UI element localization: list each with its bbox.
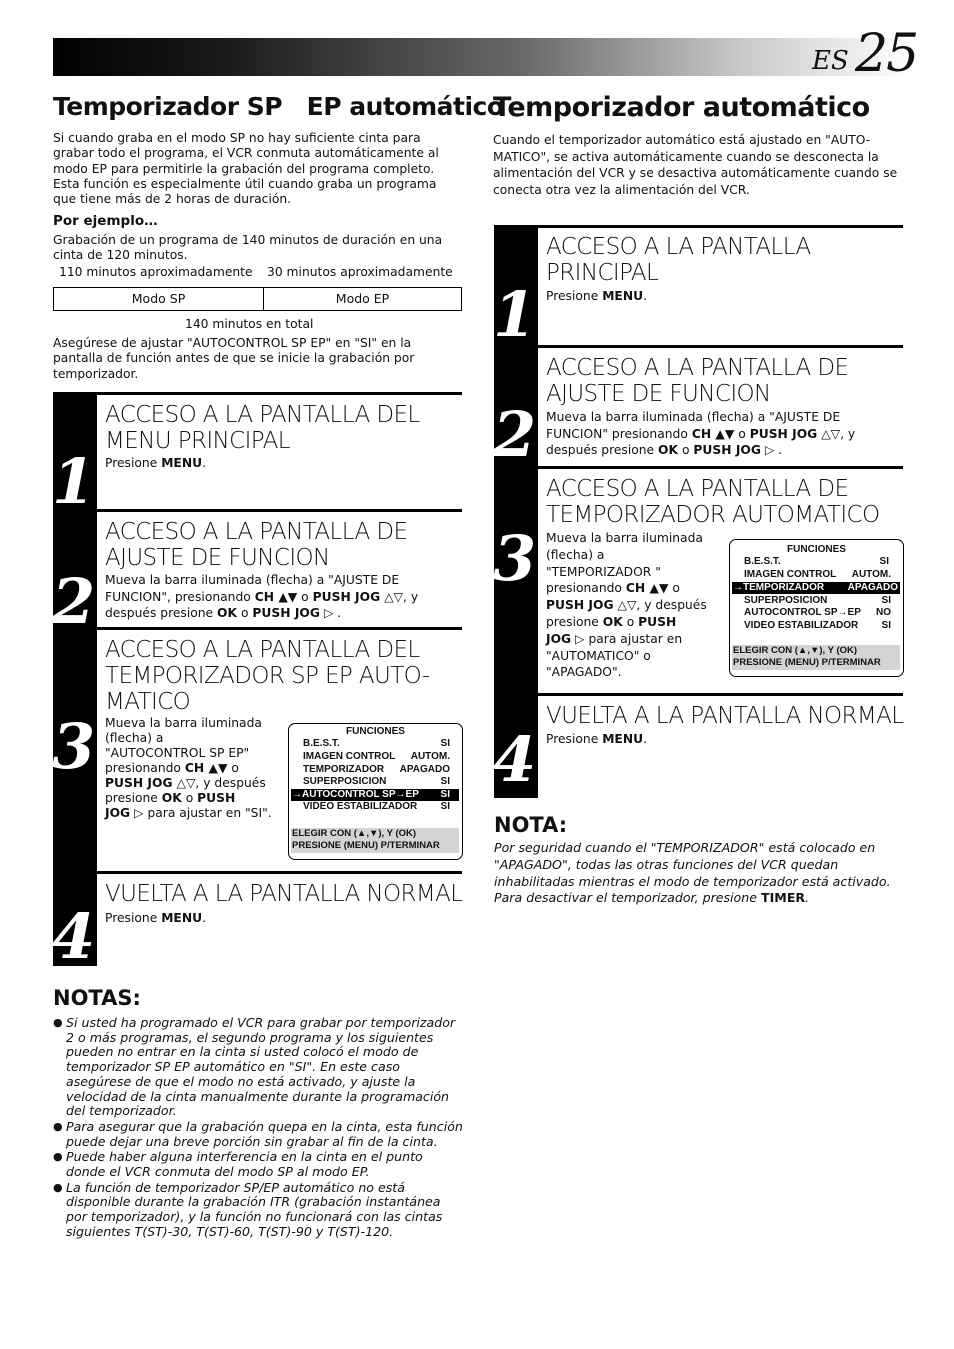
step-divider: [97, 627, 462, 630]
menu-row: VIDEO ESTABILIZADOR SI: [303, 801, 450, 812]
right-step2-title: ACCESO A LA PANTALLA DE AJUSTE DE FUNCION: [546, 355, 849, 407]
right-step2-text: Mueva la barra iluminada (flecha) a "AJUSTE DE FUNCION" presionando CH ▲▼ o PUSH JOG △▽, y después presione OK o PUSH JOG ▷ .: [546, 410, 856, 457]
right-step4-title: VUELTA A LA PANTALLA NORMAL: [546, 703, 904, 729]
left-step3-text: Mueva la barra iluminada (flecha) a "AUTOCONTROL SP EP" presionando CH ▲▼ o PUSH JOG △▽, y después presione OK o PUSH JOG ▷ para ajustar en "SI".: [105, 716, 272, 820]
notes-title: NOTAS:: [53, 986, 141, 1010]
menu-title: FUNCIONES: [787, 544, 846, 555]
example-text: Grabación de un programa de 140 minutos de duración en una cinta de 120 minutos.: [53, 233, 443, 263]
menu-row-selected: →AUTOCONTROL SP→EP SI: [291, 789, 459, 801]
menu-row: IMAGEN CONTROL AUTOM.: [303, 751, 450, 762]
left-step1-text: Presione MENU.: [105, 456, 207, 470]
right-step-number-4: 4: [493, 723, 537, 796]
step-divider: [538, 345, 903, 348]
nota-title: NOTA:: [494, 813, 568, 837]
left-step-number-4: 4: [52, 900, 96, 973]
step-divider: [538, 693, 903, 696]
left-step-number-1: 1: [52, 445, 96, 518]
mode-ep-cell: Modo EP: [263, 288, 461, 310]
nota-text: Por seguridad cuando el "TEMPORIZADOR" está colocado en "APAGADO", todas las otras funciones del VCR quedan inhabilitadas mientras el modo de temporizador está activado. Para desactivar el temporizador, presione TIMER.: [494, 840, 891, 906]
left-step2-title: ACCESO A LA PANTALLA DE AJUSTE DE FUNCION: [105, 519, 408, 571]
note-item: ● Puede haber alguna interferencia en la cinta en el punto donde el VCR conmuta del modo SP al modo EP.: [53, 1149, 423, 1180]
tape-mode-table: [53, 287, 462, 311]
step-divider: [97, 392, 462, 395]
right-step-number-3: 3: [493, 522, 537, 595]
right-step1-title: ACCESO A LA PANTALLA PRINCIPAL: [546, 234, 811, 286]
menu-footer: ELEGIR CON (▲,▼), Y (OK) PRESIONE (MENU) P/TERMINAR: [291, 828, 459, 853]
ensure-text: Asegúrese de ajustar "AUTOCONTROL SP EP" en "SI" en la pantalla de función antes de que se inicie la grabación por temporizador.: [53, 336, 415, 381]
notes-list: [53, 1016, 463, 1240]
duration-sp: 110 minutos aproximadamente: [59, 265, 253, 279]
note-item: ● La función de temporizador SP/EP automático no está disponible durante la grabación ITR (grabación instantánea por temporizador), y la función no funcionará con las cintas siguientes T(ST)-30, T(ST)-60, T(ST)-90 y T(ST)-120.: [53, 1179, 443, 1239]
left-step-number-3: 3: [52, 710, 96, 783]
menu-row: TEMPORIZADOR APAGADO: [303, 764, 450, 775]
page-header-bar: [53, 38, 913, 76]
note-item: ● Si usted ha programado el VCR para grabar por temporizador 2 o más programas, el segundo programa y los siguientes pueden no entrar en la cinta si usted colocó el modo de temporizador SP EP automático en "SI". En este caso asegúrese de que el modo no está activado, y ajuste la velocidad de la cinta manualmente durante la programación del temporizador.: [53, 1015, 456, 1119]
left-step3-title: ACCESO A LA PANTALLA DEL TEMPORIZADOR SP EP AUTO- MATICO: [105, 637, 430, 715]
right-step-number-1: 1: [493, 278, 537, 351]
right-step-number-2: 2: [493, 398, 537, 471]
menu-title: FUNCIONES: [346, 726, 405, 737]
language-code: ES: [812, 46, 849, 76]
right-intro: Cuando el temporizador automático está ajustado en "AUTO-MATICO", se activa automáticamente cuando se desconecta la alimentación del VCR y se desactiva automáticamente cuando se conecta otra vez la alimentación del VCR.: [493, 133, 898, 197]
right-step3-title: ACCESO A LA PANTALLA DE TEMPORIZADOR AUTOMATICO: [546, 476, 880, 528]
right-section-title: Temporizador automático: [493, 92, 870, 123]
page-number: 25: [855, 24, 918, 84]
step-divider: [538, 225, 903, 228]
menu-row-selected: →TEMPORIZADOR APAGADO: [733, 582, 898, 593]
menu-row: B.E.S.T. SI: [744, 556, 889, 567]
note-item: ● Para asegurar que la grabación quepa en la cinta, esta función puede dejar una breve porción sin grabar al fin de la cinta.: [53, 1118, 463, 1149]
left-step4-title: VUELTA A LA PANTALLA NORMAL: [105, 881, 463, 907]
example-label: Por ejemplo…: [53, 213, 158, 229]
menu-row: B.E.S.T. SI: [303, 738, 450, 749]
left-intro: Si cuando graba en el modo SP no hay suficiente cinta para grabar todo el programa, el VCR conmuta automáticamente al modo EP para permitirle la grabación del programa completo. Esta función es especialmente útil cuando graba un programa que tiene más de 2 horas de duración.: [53, 131, 439, 207]
menu-row: AUTOCONTROL SP→EP NO: [744, 607, 891, 618]
menu-row: SUPERPOSICION SI: [744, 595, 891, 606]
right-step3-text: Mueva la barra iluminada (flecha) a "TEMPORIZADOR " presionando CH ▲▼ o PUSH JOG △▽, y después presione OK o PUSH JOG ▷ para ajustar en "AUTOMATICO" o "APAGADO".: [546, 531, 707, 680]
left-step2-text: Mueva la barra iluminada (flecha) a "AJUSTE DE FUNCION", presionando CH ▲▼ o PUSH JOG △▽, y después presione OK o PUSH JOG ▷ .: [105, 573, 419, 620]
step-divider: [97, 509, 462, 512]
mode-sp-cell: Modo SP: [131, 291, 186, 306]
step-divider: [538, 466, 903, 469]
left-step1-title: ACCESO A LA PANTALLA DEL MENU PRINCIPAL: [105, 402, 420, 454]
menu-row: IMAGEN CONTROL AUTOM.: [744, 569, 891, 580]
left-section-title: Temporizador SP EP automático: [53, 92, 504, 121]
left-function-menu: [288, 723, 463, 860]
step-divider: [97, 871, 462, 874]
left-step-number-2: 2: [52, 565, 96, 638]
menu-footer: ELEGIR CON (▲,▼), Y (OK) PRESIONE (MENU) P/TERMINAR: [732, 645, 900, 670]
menu-row: SUPERPOSICION SI: [303, 776, 450, 787]
right-function-menu: [729, 539, 904, 677]
left-step4-text: Presione MENU.: [105, 911, 207, 925]
right-step1-text: Presione MENU.: [546, 289, 648, 303]
total-duration: 140 minutos en total: [185, 317, 314, 331]
duration-ep: 30 minutos aproximadamente: [267, 265, 453, 279]
menu-row: VIDEO ESTABILIZADOR SI: [744, 620, 891, 631]
right-step4-text: Presione MENU.: [546, 732, 648, 746]
